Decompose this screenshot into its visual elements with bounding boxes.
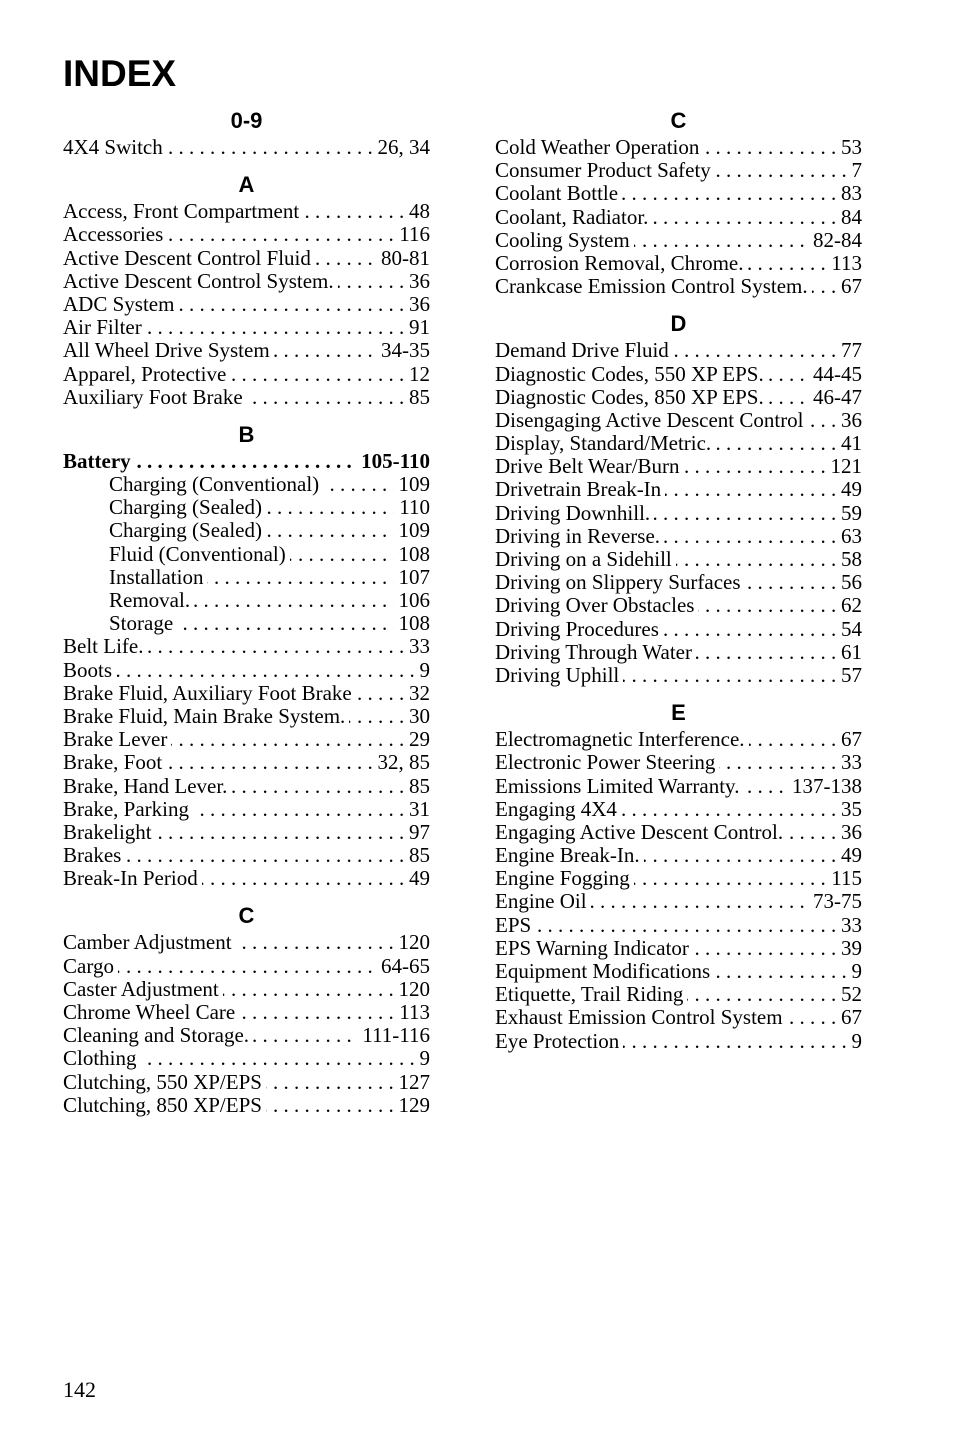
entry-page-ref: . . . 113 [394, 1001, 430, 1024]
index-entry [63, 270, 430, 293]
entry-page-ref: . . . 34-35 [376, 339, 430, 362]
entry-label: Coolant Bottle [495, 182, 622, 205]
entry-label: Break-In Period [63, 867, 202, 890]
entry-page-ref: . . . 85 [404, 775, 430, 798]
index-entry [495, 339, 862, 362]
entry-page-ref: . . . 52 [836, 983, 862, 1006]
index-entry [63, 844, 430, 867]
index-entry [63, 775, 430, 798]
entry-label: Display, Standard/Metric. [495, 432, 715, 455]
entry-page-ref: . . . 61 [836, 641, 862, 664]
entry-page-ref: . . . 127 [394, 1071, 431, 1094]
entry-label: Engaging 4X4 [495, 798, 621, 821]
entry-page-ref: . . . 49 [836, 478, 862, 501]
entry-label: Auxiliary Foot Brake [63, 386, 247, 409]
entry-label: ADC System [63, 293, 178, 316]
entry-label: Camber Adjustment [63, 931, 236, 954]
section-heading: C [670, 108, 687, 133]
entry-label: Cooling System [495, 229, 634, 252]
entry-label: Brake Fluid, Auxiliary Foot Brake [63, 682, 356, 705]
index-entry [495, 664, 862, 687]
index-entry [63, 386, 430, 409]
entry-label: Etiquette, Trail Riding [495, 983, 687, 1006]
index-subentry [109, 566, 430, 589]
entry-page-ref: . . . 33 [836, 914, 862, 937]
entry-page-ref: . . . 33 [404, 635, 430, 658]
entry-page-ref: . . . 39 [836, 937, 862, 960]
index-column-right [495, 106, 862, 1064]
entry-page-ref: . . . 56 [836, 571, 862, 594]
entry-label: Brake, Hand Lever. [63, 775, 231, 798]
index-entry [63, 136, 430, 159]
entry-label: Caster Adjustment [63, 978, 223, 1001]
index-section-entries [63, 931, 430, 1117]
index-entry [495, 571, 862, 594]
entry-label: Air Filter [63, 316, 146, 339]
entry-page-ref: . . . 26, 34 [373, 136, 431, 159]
entry-page-ref: . . . 53 [836, 136, 862, 159]
section-heading: C [238, 903, 255, 929]
entry-page-ref: . . . 108 [394, 543, 431, 566]
index-entry [495, 937, 862, 960]
index-entry [495, 206, 862, 229]
index-entry [495, 1006, 862, 1029]
index-entry [495, 409, 862, 432]
index-entry [495, 867, 862, 890]
index-entry [495, 983, 862, 1006]
entry-page-ref: . . . 7 [847, 159, 863, 182]
entry-page-ref: . . . 82-84 [808, 229, 862, 252]
index-entry [495, 821, 862, 844]
entry-label: Electromagnetic Interference. [495, 728, 749, 751]
entry-label: Chrome Wheel Care [63, 1001, 239, 1024]
index-entry [495, 455, 862, 478]
entry-label: Active Descent Control Fluid [63, 247, 315, 270]
page-title: INDEX [63, 53, 177, 94]
entry-page-ref: . . . 111-116 [357, 1024, 430, 1047]
entry-page-ref: . . . 80-81 [376, 247, 430, 270]
index-entry [63, 339, 430, 362]
entry-label: Diagnostic Codes, 850 XP EPS. [495, 386, 768, 409]
index-entry [63, 682, 430, 705]
index-entry [495, 525, 862, 548]
index-entry [495, 159, 862, 182]
entry-page-ref: . . . 35 [836, 798, 862, 821]
entry-label: 4X4 Switch [63, 136, 167, 159]
index-entry [63, 200, 430, 223]
index-entry [495, 502, 862, 525]
entry-label: Clothing [63, 1047, 141, 1070]
entry-label: Driving Through Water [495, 641, 696, 664]
entry-label: Accessories [63, 223, 167, 246]
index-entry [63, 316, 430, 339]
entry-page-ref: . . . 105-110 [356, 450, 430, 473]
entry-label: EPS Warning Indicator [495, 937, 693, 960]
entry-label: Engaging Active Descent Control. [495, 821, 787, 844]
index-entry [495, 594, 862, 617]
entry-page-ref: . . . 49 [404, 867, 430, 890]
entry-label: Charging (Conventional) [109, 473, 323, 496]
entry-label: Cargo [63, 955, 118, 978]
entry-page-ref: . . . 36 [836, 821, 862, 844]
index-entry [495, 275, 862, 298]
index-entry [63, 659, 430, 682]
entry-page-ref: . . . 107 [394, 566, 431, 589]
entry-page-ref: . . . 9 [847, 1030, 863, 1053]
entry-label: Clutching, 850 XP/EPS [63, 1094, 266, 1117]
index-entry [63, 821, 430, 844]
index-section-entries [63, 450, 430, 891]
entry-page-ref: . . . 120 [394, 978, 431, 1001]
entry-label: Engine Break-In. [495, 844, 644, 867]
entry-page-ref: . . . 137-138 [787, 775, 862, 798]
entry-label: Equipment Modifications [495, 960, 714, 983]
entry-page-ref: . . . 91 [404, 316, 430, 339]
index-subentry [109, 496, 430, 519]
index-section-entries [495, 728, 862, 1053]
index-entry [495, 182, 862, 205]
entry-page-ref: . . . 30 [404, 705, 430, 728]
entry-label: Driving on a Sidehill [495, 548, 676, 571]
index-entry [63, 798, 430, 821]
index-entry [63, 705, 430, 728]
section-heading: 0-9 [230, 108, 263, 133]
entry-page-ref: . . . 109 [394, 473, 431, 496]
entry-page-ref: . . . 73-75 [808, 890, 862, 913]
entry-label: Demand Drive Fluid [495, 339, 673, 362]
entry-page-ref: . . . 115 [826, 867, 862, 890]
entry-page-ref: . . . 64-65 [376, 955, 430, 978]
entry-page-ref: . . . 41 [836, 432, 862, 455]
entry-page-ref: . . . 116 [394, 223, 430, 246]
index-subentry [109, 543, 430, 566]
index-subentry [109, 519, 430, 542]
index-entry [63, 223, 430, 246]
entry-page-ref: . . . 108 [394, 612, 431, 635]
index-entry [495, 641, 862, 664]
section-heading: E [671, 700, 686, 726]
entry-page-ref: . . . 32 [404, 682, 430, 705]
index-entry [63, 1001, 430, 1024]
index-entry [63, 978, 430, 1001]
entry-label: Charging (Sealed) [109, 519, 266, 542]
entry-label: Cleaning and Storage. [63, 1024, 253, 1047]
entry-page-ref: . . . 83 [836, 182, 862, 205]
entry-page-ref: . . . 33 [836, 751, 862, 774]
entry-page-ref: . . . 9 [415, 659, 431, 682]
entry-label: Engine Oil [495, 890, 591, 913]
entry-label: Access, Front Compartment [63, 200, 303, 223]
index-entry [63, 931, 430, 954]
entry-label: Belt Life. [63, 635, 147, 658]
entry-page-ref: . . . 59 [836, 502, 862, 525]
index-entry [495, 386, 862, 409]
index-entry [63, 955, 430, 978]
entry-label: Driving in Reverse. [495, 525, 664, 548]
entry-page-ref: . . . 63 [836, 525, 862, 548]
entry-page-ref: . . . 110 [394, 496, 430, 519]
entry-label: Engine Fogging [495, 867, 634, 890]
entry-label: Installation [109, 566, 207, 589]
index-entry [63, 751, 430, 774]
entry-label: Apparel, Protective [63, 363, 230, 386]
entry-page-ref: . . . 12 [404, 363, 430, 386]
index-entry [63, 363, 430, 386]
entry-label: Brake Lever [63, 728, 171, 751]
entry-label: Crankcase Emission Control System. [495, 275, 812, 298]
entry-label: EPS [495, 914, 535, 937]
entry-page-ref: . . . 9 [847, 960, 863, 983]
index-entry [495, 252, 862, 275]
entry-label: Active Descent Control System. [63, 270, 338, 293]
entry-page-ref: . . . 36 [836, 409, 862, 432]
entry-page-ref: . . . 54 [836, 618, 862, 641]
entry-label: Drive Belt Wear/Burn [495, 455, 684, 478]
entry-page-ref: . . . 44-45 [808, 363, 862, 386]
entry-label: Battery [63, 450, 135, 473]
index-entry [495, 775, 862, 798]
index-subentry [109, 589, 430, 612]
entry-label: Consumer Product Safety [495, 159, 715, 182]
index-entry [495, 432, 862, 455]
index-section-entries [63, 200, 430, 409]
entry-page-ref: . . . 29 [404, 728, 430, 751]
index-entry [495, 844, 862, 867]
entry-label: Disengaging Active Descent Control [495, 409, 808, 432]
entry-label: Removal. [109, 589, 194, 612]
index-entry [495, 478, 862, 501]
index-entry [495, 914, 862, 937]
entry-label: Boots [63, 659, 116, 682]
index-entry [495, 618, 862, 641]
index-entry [63, 247, 430, 270]
page-number: 142 [63, 1377, 96, 1402]
index-entry [495, 728, 862, 751]
entry-page-ref: . . . 67 [836, 1006, 862, 1029]
index-entry [63, 728, 430, 751]
entry-page-ref: . . . 48 [404, 200, 430, 223]
index-entry [495, 890, 862, 913]
entry-page-ref: . . . 36 [404, 270, 430, 293]
index-entry [495, 960, 862, 983]
section-heading: D [670, 311, 687, 337]
entry-page-ref: . . . 121 [826, 455, 863, 478]
entry-label: Driving Downhill. [495, 502, 654, 525]
index-entry [63, 635, 430, 658]
entry-label: Diagnostic Codes, 550 XP EPS. [495, 363, 768, 386]
entry-page-ref: . . . 109 [394, 519, 431, 542]
entry-label: Driving on Slippery Surfaces [495, 571, 745, 594]
entry-page-ref: . . . 36 [404, 293, 430, 316]
entry-page-ref: . . . 113 [826, 252, 862, 275]
entry-page-ref: . . . 85 [404, 386, 430, 409]
entry-page-ref: . . . 31 [404, 798, 430, 821]
entry-label: Electronic Power Steering [495, 751, 719, 774]
index-entry [495, 363, 862, 386]
entry-page-ref: . . . 49 [836, 844, 862, 867]
entry-label: Exhaust Emission Control System [495, 1006, 787, 1029]
index-entry [63, 867, 430, 890]
section-heading: B [238, 421, 255, 447]
index-entry [63, 1047, 430, 1070]
entry-label: Driving Procedures [495, 618, 663, 641]
index-entry [63, 1071, 430, 1094]
entry-page-ref: . . . 32, 85 [373, 751, 431, 774]
entry-label: Fluid (Conventional) [109, 543, 290, 566]
entry-label: All Wheel Drive System [63, 339, 274, 362]
index-section-entries [63, 136, 430, 159]
entry-page-ref: . . . 129 [394, 1094, 431, 1117]
entry-label: Storage [109, 612, 177, 635]
entry-page-ref: . . . 85 [404, 844, 430, 867]
entry-label: Emissions Limited Warranty. [495, 775, 743, 798]
entry-label: Brake, Parking [63, 798, 193, 821]
entry-page-ref: . . . 97 [404, 821, 430, 844]
index-entry [63, 450, 430, 473]
index-entry [63, 1094, 430, 1117]
entry-label: Brakelight [63, 821, 156, 844]
index-entry [495, 1030, 862, 1053]
index-subentry [109, 612, 430, 635]
entry-label: Charging (Sealed) [109, 496, 266, 519]
entry-label: Brakes [63, 844, 125, 867]
index-entry [495, 229, 862, 252]
entry-label: Brake Fluid, Main Brake System. [63, 705, 349, 728]
entry-page-ref: . . . 67 [836, 728, 862, 751]
entry-page-ref: . . . 106 [394, 589, 431, 612]
index-section-entries [495, 339, 862, 687]
entry-page-ref: . . . 46-47 [808, 386, 862, 409]
index-section-entries [495, 136, 862, 298]
entry-page-ref: . . . 57 [836, 664, 862, 687]
index-entry [63, 293, 430, 316]
entry-label: Brake, Foot [63, 751, 166, 774]
entry-label: Driving Over Obstacles [495, 594, 698, 617]
entry-label: Eye Protection [495, 1030, 623, 1053]
index-column-left [63, 106, 430, 1128]
entry-page-ref: . . . 77 [836, 339, 862, 362]
entry-page-ref: . . . 9 [415, 1047, 431, 1070]
index-subentry [109, 473, 430, 496]
entry-page-ref: . . . 62 [836, 594, 862, 617]
index-entry [495, 751, 862, 774]
entry-label: Coolant, Radiator. [495, 206, 652, 229]
section-heading: A [238, 172, 255, 198]
entry-page-ref: . . . 84 [836, 206, 862, 229]
entry-page-ref: . . . 120 [394, 931, 431, 954]
entry-label: Drivetrain Break-In [495, 478, 665, 501]
entry-page-ref: . . . 67 [836, 275, 862, 298]
index-entry [495, 548, 862, 571]
entry-label: Driving Uphill [495, 664, 623, 687]
index-entry [63, 1024, 430, 1047]
index-entry [495, 136, 862, 159]
entry-label: Clutching, 550 XP/EPS [63, 1071, 266, 1094]
entry-page-ref: . . . 58 [836, 548, 862, 571]
entry-label: Cold Weather Operation [495, 136, 703, 159]
entry-label: Corrosion Removal, Chrome. [495, 252, 747, 275]
index-entry [495, 798, 862, 821]
